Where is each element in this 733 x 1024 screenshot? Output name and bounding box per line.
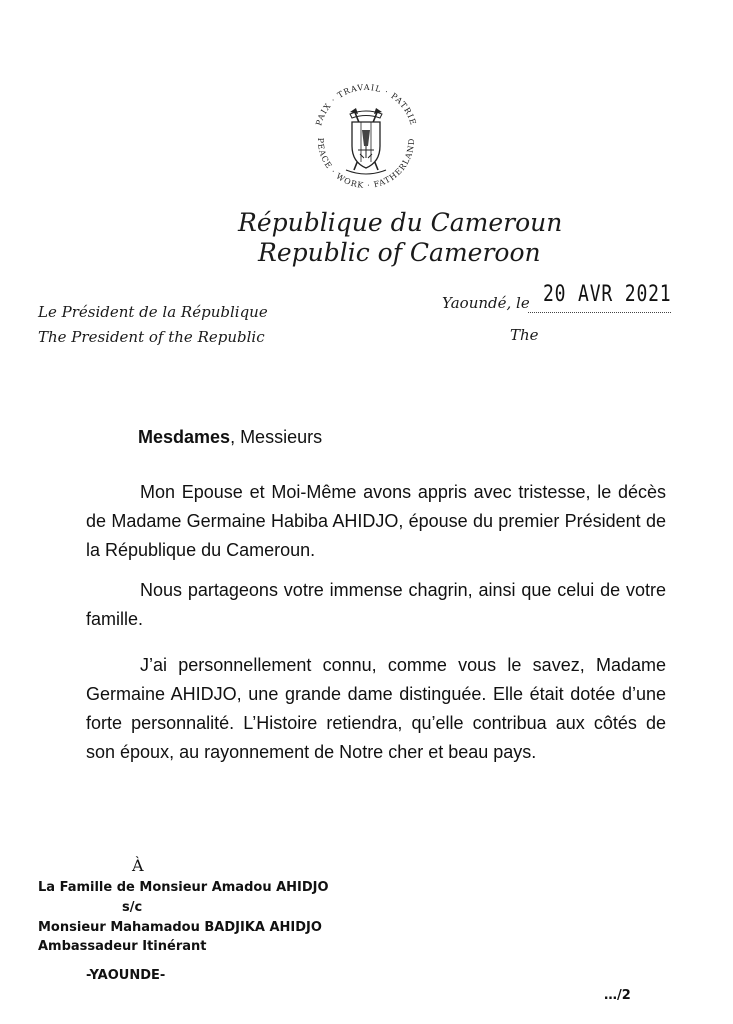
address-line-3: Monsieur Mahamadou BADJIKA AHIDJO [38,920,322,935]
address-line-1: La Famille de Monsieur Amadou AHIDJO [38,880,329,895]
seal-motto-fr: PAIX · TRAVAIL · PATRIE [314,82,418,127]
city-label: Yaoundé, le [442,294,530,312]
republic-title-fr: République du Cameroun [238,208,563,237]
paragraph-3: J’ai personnellement connu, comme vous le savez, Madame Germaine AHIDJO, une grande dame distinguée. Elle était dotée d’une forte personnalité. L’Histoire retiendra, qu’elle contribua aux côtés de son époux, au rayonnement de Notre cher et beau pays. [86,655,666,762]
address-line-5: -YAOUNDE- [86,968,166,983]
president-title-en: The President of the Republic [38,328,265,346]
president-title-fr: Le Président de la République [38,303,268,321]
address-to: À [132,856,144,875]
paragraph-1: Mon Epouse et Moi-Même avons appris avec tristesse, le décès de Madame Germaine Habiba AHIDJO, épouse du premier Président de la République du Cameroun. [86,482,666,560]
coat-of-arms-seal-icon [300,70,432,202]
page-marker: …/2 [604,988,631,1003]
date-dotted-line [528,312,671,313]
salutation-bold: Mesdames [138,427,231,447]
seal-motto-en: PEACE · WORK · FATHERLAND [315,137,417,191]
the-label: The [510,326,539,344]
salutation [138,427,322,448]
address-line-4: Ambassadeur Itinérant [38,939,207,954]
date-stamp: 20 AVR 2021 [543,282,672,307]
republic-title-en: Republic of Cameroon [258,238,541,267]
paragraph-2: Nous partageons votre immense chagrin, ainsi que celui de votre famille. [86,580,666,629]
svg-text:PAIX · TRAVAIL · PATRIE [314,83,417,127]
address-line-2: s/c [122,900,143,915]
salutation-rest: , Messieurs [230,427,323,447]
